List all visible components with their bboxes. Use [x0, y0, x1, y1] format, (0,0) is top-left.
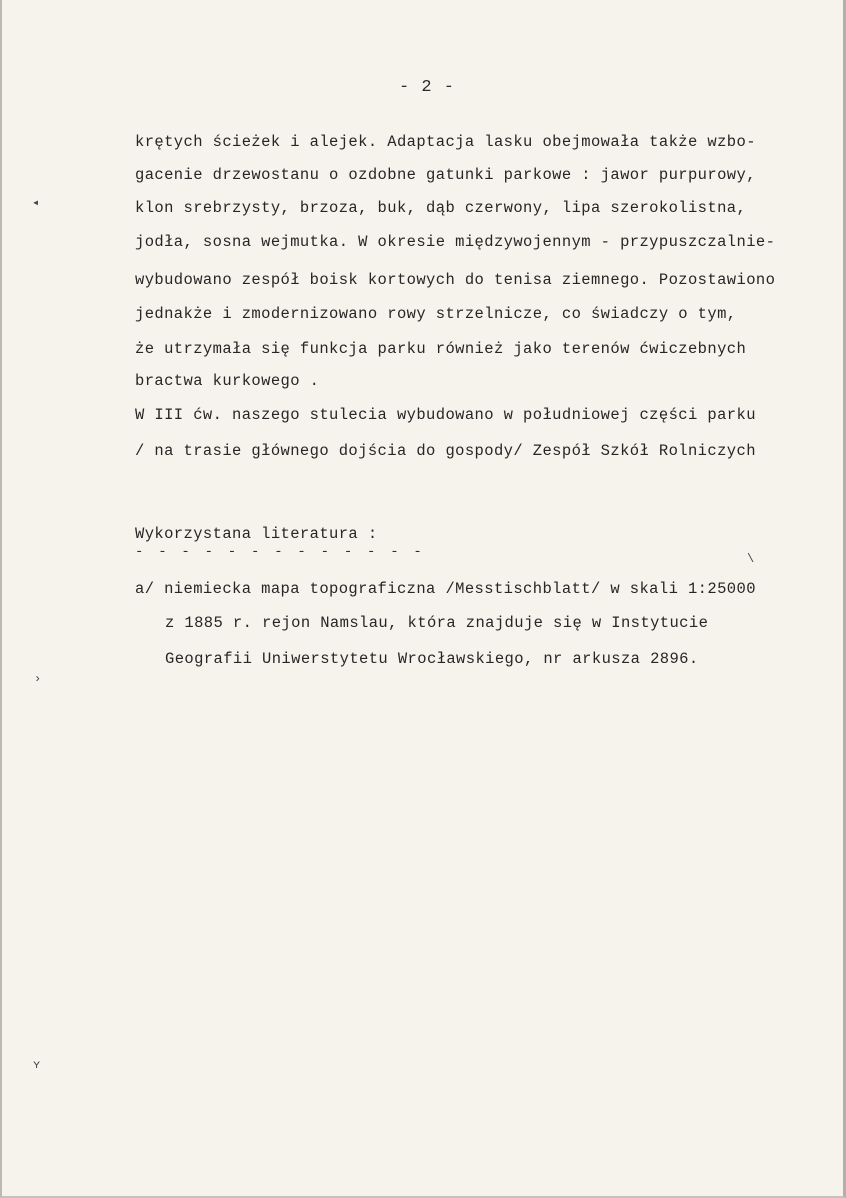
body-line-2: gacenie drzewostanu o ozdobne gatunki parkowe : jawor purpurowy,	[135, 166, 756, 184]
margin-mark-2: ›	[34, 672, 42, 686]
heading-underline: - - - - - - - - - - - - -	[135, 544, 426, 560]
margin-mark-3: ʏ	[33, 1058, 41, 1072]
body-line-3: klon srebrzysty, brzoza, buk, dąb czerwony, lipa szerokolistna,	[135, 199, 747, 217]
body-line-8: bractwa kurkowego .	[135, 372, 320, 390]
literature-entry-line-3: Geografii Uniwerstytetu Wrocławskiego, nr arkusza 2896.	[165, 650, 699, 668]
literature-entry-line-2: z 1885 r. rejon Namslau, która znajduje się w Instytucie	[165, 614, 709, 632]
body-line-10: / na trasie głównego dojścia do gospody/ Zespół Szkół Rolniczych	[135, 442, 756, 460]
stray-mark: \	[747, 552, 755, 566]
body-line-6: jednakże i zmodernizowano rowy strzelnicze, co świadczy o tym,	[135, 305, 737, 323]
body-line-7: że utrzymała się funkcja parku również jako terenów ćwiczebnych	[135, 340, 747, 358]
margin-mark-1: ◂	[32, 196, 40, 210]
body-line-9: W III ćw. naszego stulecia wybudowano w południowej części parku	[135, 406, 756, 424]
body-line-5: wybudowano zespół boisk kortowych do tenisa ziemnego. Pozostawiono	[135, 271, 776, 289]
literature-heading: Wykorzystana literatura :	[135, 525, 378, 543]
body-line-4: jodła, sosna wejmutka. W okresie międzywojennym - przypuszczalnie-	[135, 233, 776, 251]
literature-entry-line-1: a/ niemiecka mapa topograficzna /Messtischblatt/ w skali 1:25000	[135, 580, 756, 598]
page-number: - 2 -	[398, 78, 455, 97]
body-line-1: krętych ścieżek i alejek. Adaptacja lasku obejmowała także wzbo-	[135, 133, 756, 151]
